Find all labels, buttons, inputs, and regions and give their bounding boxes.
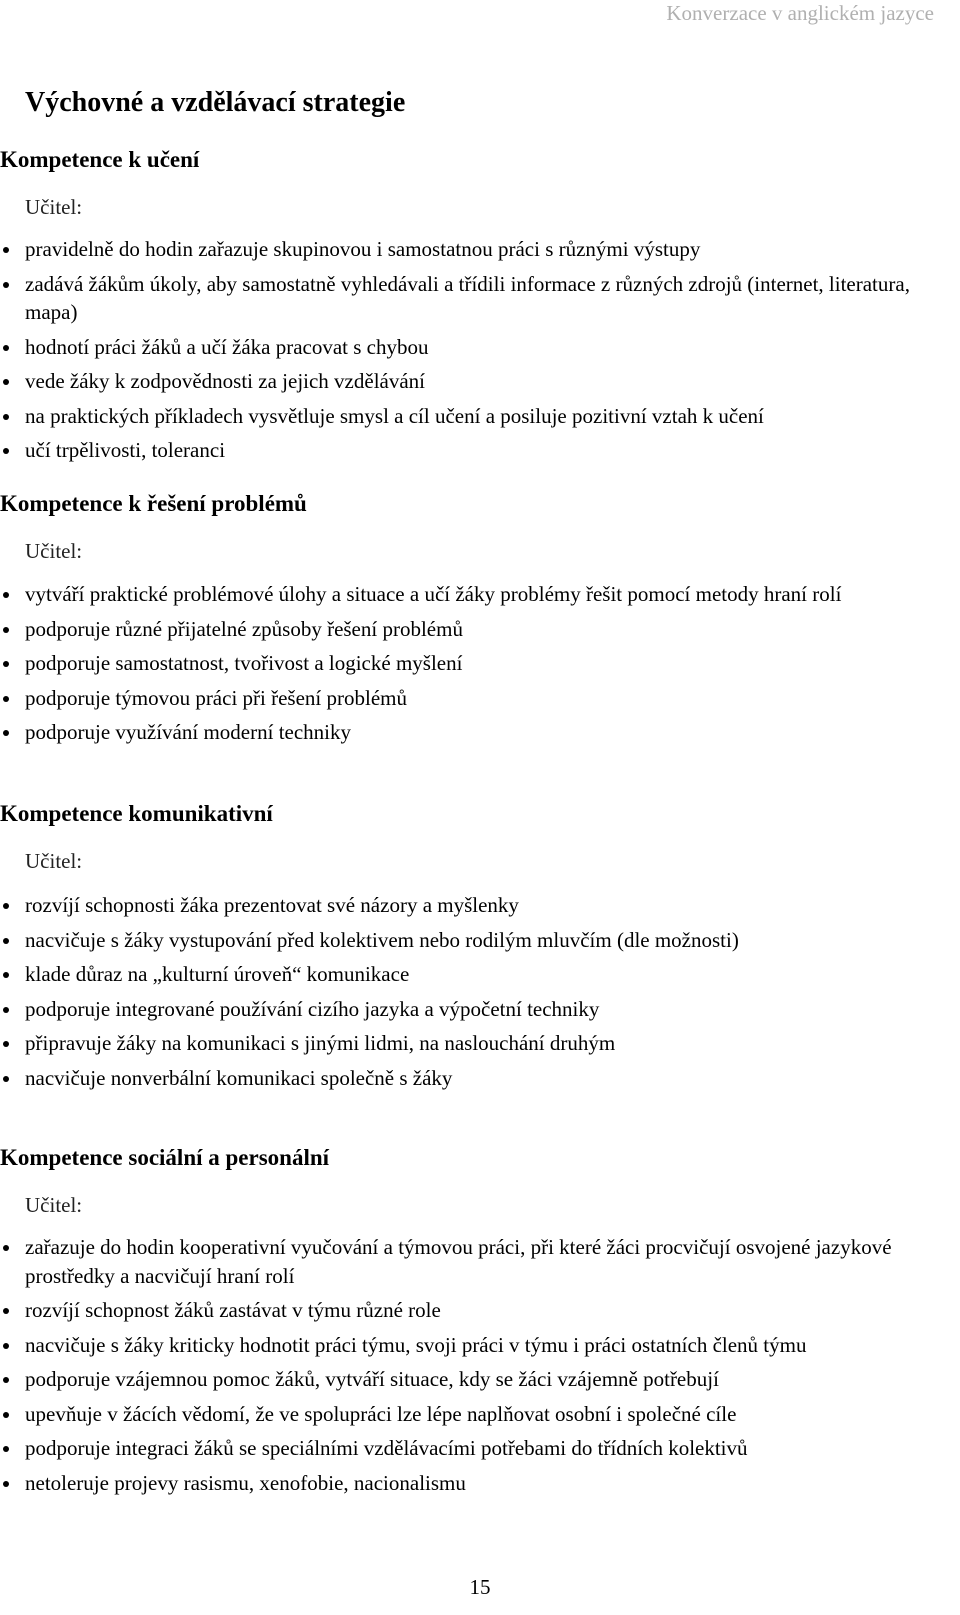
section-competence-communicative bbox=[0, 800, 920, 1098]
list-item-text: připravuje žáky na komunikaci s jinými lidmi, na naslouchání druhým bbox=[25, 1031, 616, 1055]
list-item-text: podporuje týmovou práci při řešení problémů bbox=[25, 685, 407, 710]
list-item-text: rozvíjí schopnosti žáka prezentovat své názory a myšlenky bbox=[25, 893, 519, 917]
list-item bbox=[0, 402, 920, 431]
teacher-label: Učitel: bbox=[25, 849, 83, 873]
list-item bbox=[0, 235, 920, 264]
bullet-icon bbox=[3, 1245, 9, 1251]
bullet-icon bbox=[3, 414, 9, 420]
list-item bbox=[0, 649, 920, 678]
competence-list bbox=[0, 235, 920, 465]
running-header: Konverzace v anglickém jazyce bbox=[666, 1, 934, 25]
list-item bbox=[0, 1365, 920, 1394]
list-item bbox=[0, 1331, 920, 1360]
bullet-icon bbox=[3, 1076, 9, 1082]
bullet-icon bbox=[3, 345, 9, 351]
list-item-text: pravidelně do hodin zařazuje skupinovou i samostatnou práci s různými výstupy bbox=[25, 237, 701, 261]
list-item bbox=[0, 436, 920, 465]
section-heading: Kompetence sociální a personální bbox=[0, 1145, 330, 1170]
list-item bbox=[0, 1233, 920, 1290]
bullet-icon bbox=[3, 972, 9, 978]
list-item-text: nacvičuje s žáky vystupování před kolektivem nebo rodilým mluvčím (dle možnosti) bbox=[25, 927, 739, 952]
list-item-text: netoleruje projevy rasismu, xenofobie, nacionalismu bbox=[25, 1470, 466, 1495]
bullet-icon bbox=[3, 1041, 9, 1047]
teacher-label: Učitel: bbox=[25, 539, 83, 563]
list-item bbox=[0, 1434, 920, 1463]
list-item bbox=[0, 1064, 920, 1093]
list-item bbox=[0, 926, 920, 955]
list-item bbox=[0, 995, 920, 1024]
list-item-text: podporuje integraci žáků se speciálními vzdělávacími potřebami do třídních kolektivů bbox=[25, 1436, 748, 1460]
list-item-text: zadává žákům úkoly, aby samostatně vyhledávali a třídili informace z různých zdrojů (internet, literatura, mapa) bbox=[25, 271, 910, 324]
bullet-icon bbox=[3, 448, 9, 454]
bullet-icon bbox=[3, 247, 9, 253]
bullet-icon bbox=[3, 627, 9, 633]
list-item-text: zařazuje do hodin kooperativní vyučování a týmovou práci, při které žáci procvičují osvojené jazykové prostředky a nacvičují hraní rolí bbox=[25, 1235, 892, 1288]
bullet-icon bbox=[3, 1377, 9, 1383]
bullet-icon bbox=[3, 1343, 9, 1349]
bullet-icon bbox=[3, 938, 9, 944]
bullet-icon bbox=[3, 1446, 9, 1452]
bullet-icon bbox=[3, 730, 9, 736]
list-item-text: vede žáky k zodpovědnosti za jejich vzdělávání bbox=[25, 369, 426, 393]
list-item bbox=[0, 367, 920, 396]
list-item bbox=[0, 891, 920, 920]
list-item-text: hodnotí práci žáků a učí žáka pracovat s chybou bbox=[25, 334, 429, 359]
competence-list bbox=[0, 580, 920, 747]
bullet-icon bbox=[3, 1308, 9, 1314]
list-item-text: vytváří praktické problémové úlohy a situace a učí žáky problémy řešit pomocí metody hraní rolí bbox=[25, 582, 842, 606]
bullet-icon bbox=[3, 592, 9, 598]
list-item bbox=[0, 1469, 920, 1498]
bullet-icon bbox=[3, 903, 9, 909]
section-heading: Kompetence k řešení problémů bbox=[0, 491, 307, 516]
list-item bbox=[0, 580, 920, 609]
list-item bbox=[0, 615, 920, 644]
list-item-text: podporuje různé přijatelné způsoby řešení problémů bbox=[25, 616, 463, 641]
bullet-icon bbox=[3, 661, 9, 667]
section-competence-problem-solving bbox=[0, 490, 920, 753]
teacher-label: Učitel: bbox=[25, 195, 83, 219]
bullet-icon bbox=[3, 1481, 9, 1487]
list-item-text: podporuje využívání moderní techniky bbox=[25, 720, 352, 744]
list-item-text: podporuje integrované používání cizího jazyka a výpočetní techniky bbox=[25, 996, 600, 1021]
section-competence-learning bbox=[0, 146, 920, 471]
list-item bbox=[0, 1400, 920, 1429]
list-item-text: klade důraz na „kulturní úroveň“ komunikace bbox=[25, 962, 410, 986]
list-item bbox=[0, 718, 920, 747]
list-item bbox=[0, 333, 920, 362]
list-item-text: nacvičuje s žáky kriticky hodnotit práci týmu, svoji práci v týmu i práci ostatních členů týmu bbox=[25, 1332, 807, 1357]
list-item-text: na praktických příkladech vysvětluje smysl a cíl učení a posiluje pozitivní vztah k učení bbox=[25, 403, 764, 428]
section-competence-social-personal bbox=[0, 1144, 920, 1503]
bullet-icon bbox=[3, 1412, 9, 1418]
bullet-icon bbox=[3, 379, 9, 385]
list-item bbox=[0, 1296, 920, 1325]
competence-list bbox=[0, 891, 920, 1092]
section-heading: Kompetence komunikativní bbox=[0, 801, 273, 826]
list-item bbox=[0, 684, 920, 713]
page-title: Výchovné a vzdělávací strategie bbox=[25, 87, 406, 118]
list-item-text: učí trpělivosti, toleranci bbox=[25, 438, 226, 462]
list-item bbox=[0, 270, 920, 327]
list-item-text: rozvíjí schopnost žáků zastávat v týmu různé role bbox=[25, 1298, 441, 1322]
section-heading: Kompetence k učení bbox=[0, 147, 200, 172]
bullet-icon bbox=[3, 282, 9, 288]
list-item-text: podporuje samostatnost, tvořivost a logické myšlení bbox=[25, 651, 463, 675]
list-item-text: podporuje vzájemnou pomoc žáků, vytváří situace, kdy se žáci vzájemně potřebují bbox=[25, 1367, 719, 1391]
list-item bbox=[0, 1029, 920, 1058]
teacher-label: Učitel: bbox=[25, 1193, 83, 1217]
list-item-text: nacvičuje nonverbální komunikaci společně s žáky bbox=[25, 1065, 453, 1090]
bullet-icon bbox=[3, 696, 9, 702]
competence-list bbox=[0, 1233, 920, 1497]
bullet-icon bbox=[3, 1007, 9, 1013]
list-item-text: upevňuje v žácích vědomí, že ve spolupráci lze lépe naplňovat osobní i společné cíle bbox=[25, 1401, 737, 1426]
page-number: 15 bbox=[469, 1575, 491, 1599]
list-item bbox=[0, 960, 920, 989]
